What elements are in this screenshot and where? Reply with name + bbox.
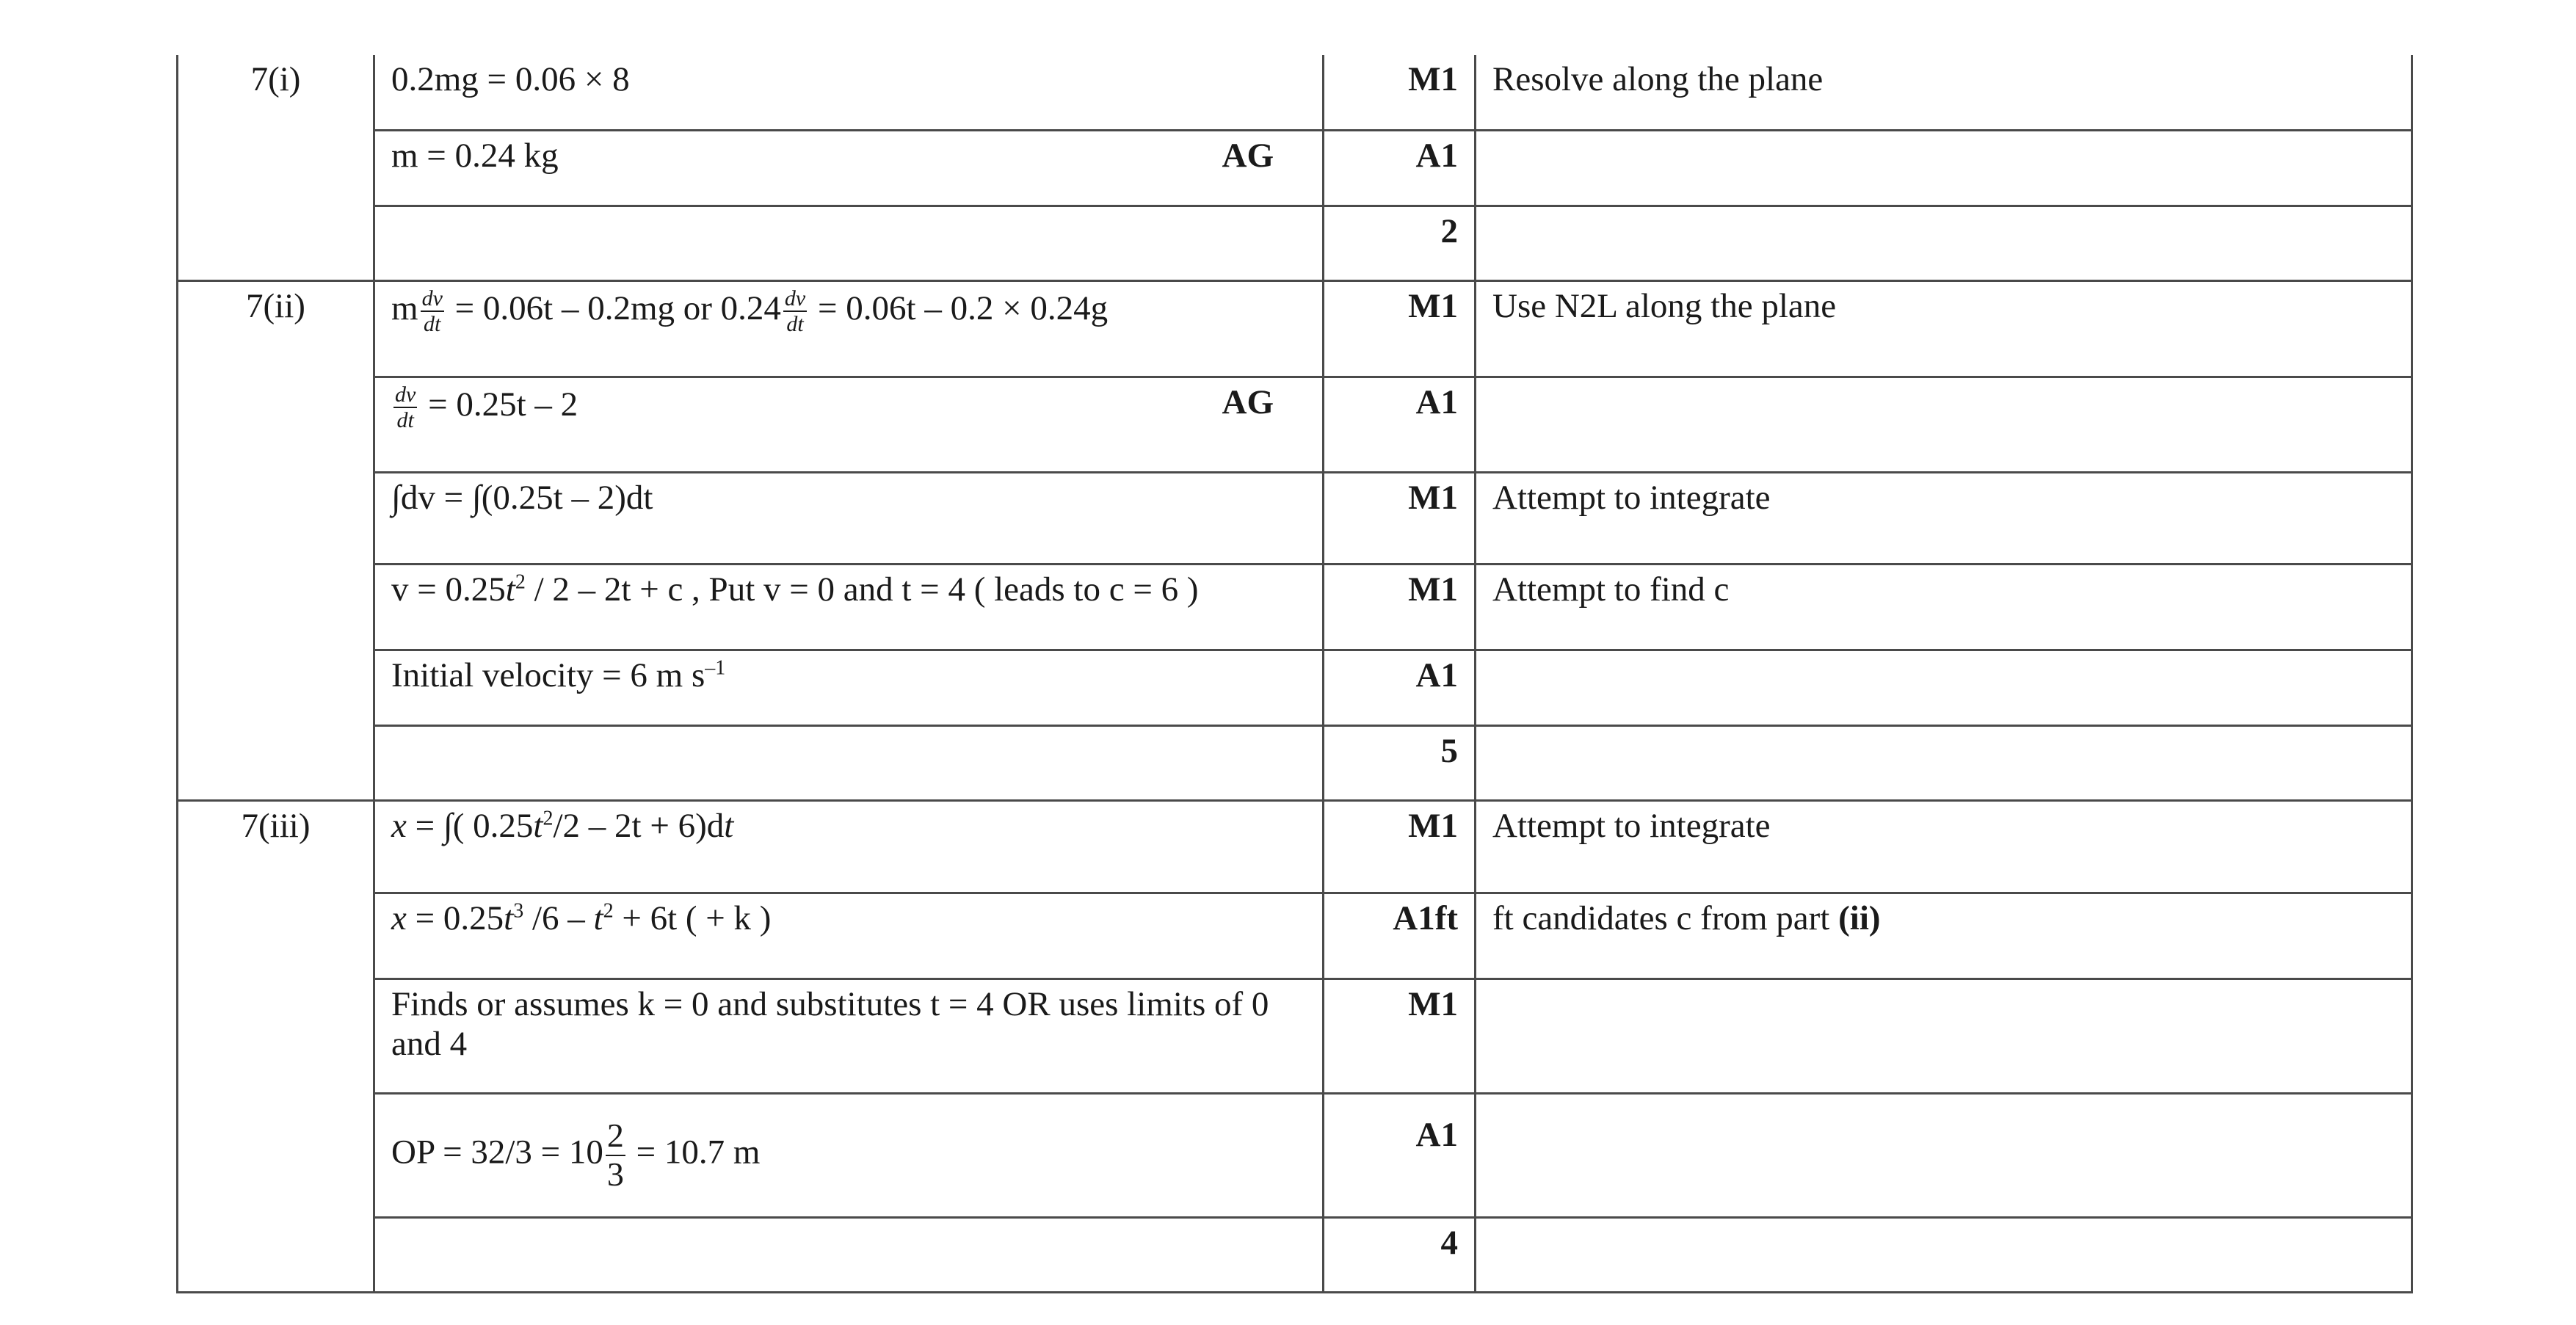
mark-cell: A1	[1324, 1093, 1476, 1217]
table-row	[178, 206, 2412, 280]
mark-cell: A1ft	[1324, 893, 1476, 979]
answer-cell: OP = 32/3 = 10 $\frac{2}{3}$ = 10.7 m	[374, 1093, 1324, 1217]
answer-cell	[374, 1217, 1324, 1292]
mixed-number-fraction: $\frac{2}{3}$	[606, 1116, 624, 1193]
guidance-cell	[1476, 979, 2412, 1093]
mark-cell: M1	[1324, 472, 1476, 564]
table-row	[178, 55, 2412, 130]
question-number: 7(ii)	[178, 280, 374, 800]
mark-scheme-table	[176, 55, 2413, 1293]
table-row	[178, 130, 2412, 206]
derivative-fraction: $\frac{dv}{dt}$	[421, 286, 443, 336]
guidance-cell	[1476, 206, 2412, 280]
mark-total-cell: 5	[1324, 725, 1476, 800]
question-number: 7(iii)	[178, 800, 374, 1292]
mark-cell: M1	[1324, 55, 1476, 130]
question-number: 7(i)	[178, 55, 374, 280]
answer-given-tag: AG	[1222, 136, 1274, 175]
answer-cell: ∫dv = ∫(0.25t – 2)dt	[374, 472, 1324, 564]
answer-cell: $x = 0.25t^3$ $/6 - t^2 + 6t$ ( + k )	[374, 893, 1324, 979]
answer-cell	[374, 725, 1324, 800]
table-row	[178, 893, 2412, 979]
guidance-cell: Resolve along the plane	[1476, 55, 2412, 130]
table-row	[178, 280, 2412, 377]
answer-cell	[374, 130, 1324, 206]
guidance-cell: Attempt to integrate	[1476, 800, 2412, 893]
answer-cell: $v = 0.25t^2 / 2 - 2t + c$ , Put v = 0 and t = 4 ( leads to c = 6 )	[374, 564, 1324, 650]
guidance-cell	[1476, 377, 2412, 472]
mark-cell: M1	[1324, 979, 1476, 1093]
mark-cell: A1	[1324, 377, 1476, 472]
mark-cell: M1	[1324, 800, 1476, 893]
table-row	[178, 1093, 2412, 1217]
guidance-cell: Use N2L along the plane	[1476, 280, 2412, 377]
mark-cell: M1	[1324, 564, 1476, 650]
answer-text: m = 0.24 kg	[391, 136, 559, 175]
mark-total-cell: 4	[1324, 1217, 1476, 1292]
mark-cell: A1	[1324, 130, 1476, 206]
guidance-cell	[1476, 650, 2412, 725]
derivative-fraction: $\frac{dv}{dt}$	[395, 382, 416, 432]
table-row	[178, 1217, 2412, 1292]
table-row	[178, 472, 2412, 564]
guidance-cell	[1476, 1217, 2412, 1292]
answer-given-tag: AG	[1222, 382, 1274, 421]
mark-cell: M1	[1324, 280, 1476, 377]
answer-cell: $\frac{dv}{dt}$ = 0.25t – 2 AG	[374, 377, 1324, 472]
table-row	[178, 377, 2412, 472]
guidance-cell	[1476, 1093, 2412, 1217]
table-row	[178, 725, 2412, 800]
answer-cell: Initial velocity = 6 m $s^{-1}$	[374, 650, 1324, 725]
mark-cell: A1	[1324, 650, 1476, 725]
guidance-cell: Attempt to find c	[1476, 564, 2412, 650]
guidance-cell: Attempt to integrate	[1476, 472, 2412, 564]
table-row	[178, 800, 2412, 893]
answer-cell	[374, 206, 1324, 280]
derivative-fraction: $\frac{dv}{dt}$	[784, 286, 806, 336]
guidance-cell: ft candidates c from part (ii)	[1476, 893, 2412, 979]
answer-cell: 0.2mg = 0.06 × 8	[374, 55, 1324, 130]
guidance-cell	[1476, 725, 2412, 800]
table-row	[178, 564, 2412, 650]
answer-cell: m $\frac{dv}{dt}$ = 0.06t – 0.2mg or 0.24 $\frac{dv}{dt}$ = 0.06t – 0.2 × 0.24g	[374, 280, 1324, 377]
answer-cell: Finds or assumes k = 0 and substitutes t = 4 OR uses limits of 0 and 4	[374, 979, 1324, 1093]
guidance-cell	[1476, 130, 2412, 206]
table-row	[178, 650, 2412, 725]
answer-cell: x = ∫( $0.25t^2/2 - 2t + 6)dt$	[374, 800, 1324, 893]
mark-total-cell: 2	[1324, 206, 1476, 280]
table-row	[178, 979, 2412, 1093]
